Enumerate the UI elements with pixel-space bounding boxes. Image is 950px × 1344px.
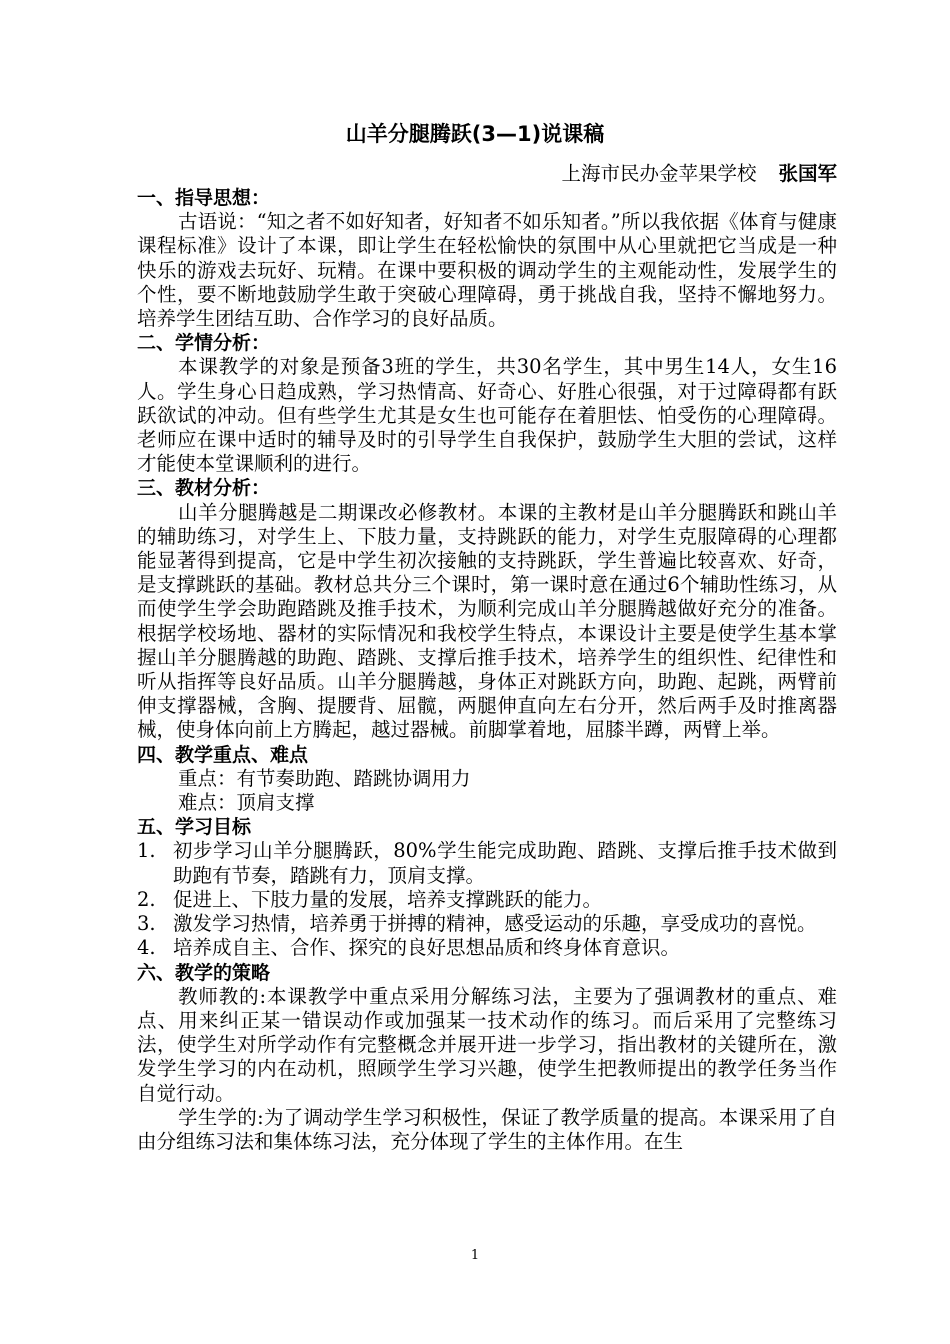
list-item <box>137 912 837 936</box>
list-item <box>137 888 837 912</box>
list-item <box>137 839 837 887</box>
list-text: 激发学习热情，培养勇于拼搏的精神，感受运动的乐趣，享受成功的喜悦。 <box>173 912 817 936</box>
section-heading: 五、学习目标 <box>137 816 252 839</box>
section-material-analysis <box>137 476 837 742</box>
goals-list <box>137 839 837 960</box>
section-heading: 三、教材分析： <box>137 477 271 500</box>
key-point-line: 重点：有节奏助跑、踏跳协调用力 <box>178 766 471 790</box>
page-number: 1 <box>470 1248 480 1263</box>
list-number: 2. <box>137 887 156 911</box>
section-heading: 四、教学重点、难点 <box>137 743 309 766</box>
paragraph: 本课教学的对象是预备3班的学生，共30名学生，其中男生14人，女生16人。学生身心日趋成熟，学习热情高、好奇心、好胜心很强，对于过障碍都有跃跃欲试的冲动。但有些学生尤其是女生也可能存在着胆怯、怕受伤的心理障碍。老师应在课中适时的辅导及时的引导学生自我保护，鼓励学生大胆的尝试，这样才能使本堂课顺利的进行。 <box>137 355 837 476</box>
author-line <box>561 162 837 186</box>
section-learning-goals <box>137 815 837 960</box>
list-text: 促进上、下肢力量的发展，培养支撑跳跃的能力。 <box>173 887 603 911</box>
list-number: 3. <box>137 912 156 936</box>
list-item <box>137 936 837 960</box>
document-title: 山羊分腿腾跃(3—1)说课稿 <box>345 122 605 146</box>
list-text: 初步学习山羊分腿腾跃，80%学生能完成助跑、踏跳、支撑后推手技术做到助跑有节奏，踏跳有力，顶肩支撑。 <box>173 839 837 887</box>
author-school: 上海市民办金苹果学校 <box>561 162 757 185</box>
document-body <box>137 186 837 1154</box>
section-heading: 二、学情分析： <box>137 332 271 355</box>
paragraph: 山羊分腿腾越是二期课改必修教材。本课的主教材是山羊分腿腾跃和跳山羊的辅助练习，对学生上、下肢力量，支持跳跃的能力，对学生克服障碍的心理都能显著得到提高，它是中学生初次接触的支持跳跃，学生普遍比较喜欢、好奇，是支撑跳跃的基础。教材总共分三个课时，第一课时意在通过6个辅助性练习，从而使学生学会助跑踏跳及推手技术，为顺利完成山羊分腿腾越做好充分的准备。根据学校场地、器材的实际情况和我校学生特点，本课设计主要是使学生基本掌握山羊分腿腾越的助跑、踏跳、支撑后推手技术，培养学生的组织性、纪律性和听从指挥等良好品质。山羊分腿腾越，身体正对跳跃方向，助跑、起跳，两臂前伸支撑器械，含胸、提腰背、屈髋，两腿伸直向左右分开，然后两手及时推离器械，使身体向前上方腾起，越过器械。前脚掌着地，屈膝半蹲，两臂上举。 <box>137 500 837 742</box>
paragraph: 学生学的:为了调动学生学习积极性，保证了教学质量的提高。本课采用了自由分组练习法和集体练习法，充分体现了学生的主体作用。在生 <box>137 1105 837 1153</box>
paragraph: 古语说：“知之者不如好知者，好知者不如乐知者。”所以我依据《体育与健康课程标准》设计了本课，即让学生在轻松愉快的氛围中从心里就把它当成是一种快乐的游戏去玩好、玩精。在课中要积极的调动学生的主观能动性，发展学生的个性，要不断地鼓励学生敢于突破心理障碍，勇于挑战自我，坚持不懈地努力。培养学生团结互助、合作学习的良好品质。 <box>137 210 837 331</box>
paragraph: 教师教的:本课教学中重点采用分解练习法，主要为了强调教材的重点、难点、用来纠正某一错误动作或加强某一技术动作的练习。而后采用了完整练习法，使学生对所学动作有完整概念并展开进一步学习，指出教材的关键所在，激发学生学习的内在动机，照顾学生学习兴趣，使学生把教师提出的教学任务当作自觉行动。 <box>137 984 837 1105</box>
list-number: 4. <box>137 936 156 960</box>
section-key-points <box>137 743 837 816</box>
section-guiding-thought <box>137 186 837 331</box>
section-heading: 一、指导思想： <box>137 187 271 209</box>
author-name: 张国军 <box>778 162 837 185</box>
section-teaching-strategy <box>137 961 837 1155</box>
difficulty-line: 难点：顶肩支撑 <box>178 791 315 815</box>
list-text: 培养成自主、合作、探究的良好思想品质和终身体育意识。 <box>173 936 681 960</box>
list-number: 1. <box>137 839 156 863</box>
section-heading: 六、教学的策略 <box>137 961 271 984</box>
section-student-analysis <box>137 331 837 476</box>
